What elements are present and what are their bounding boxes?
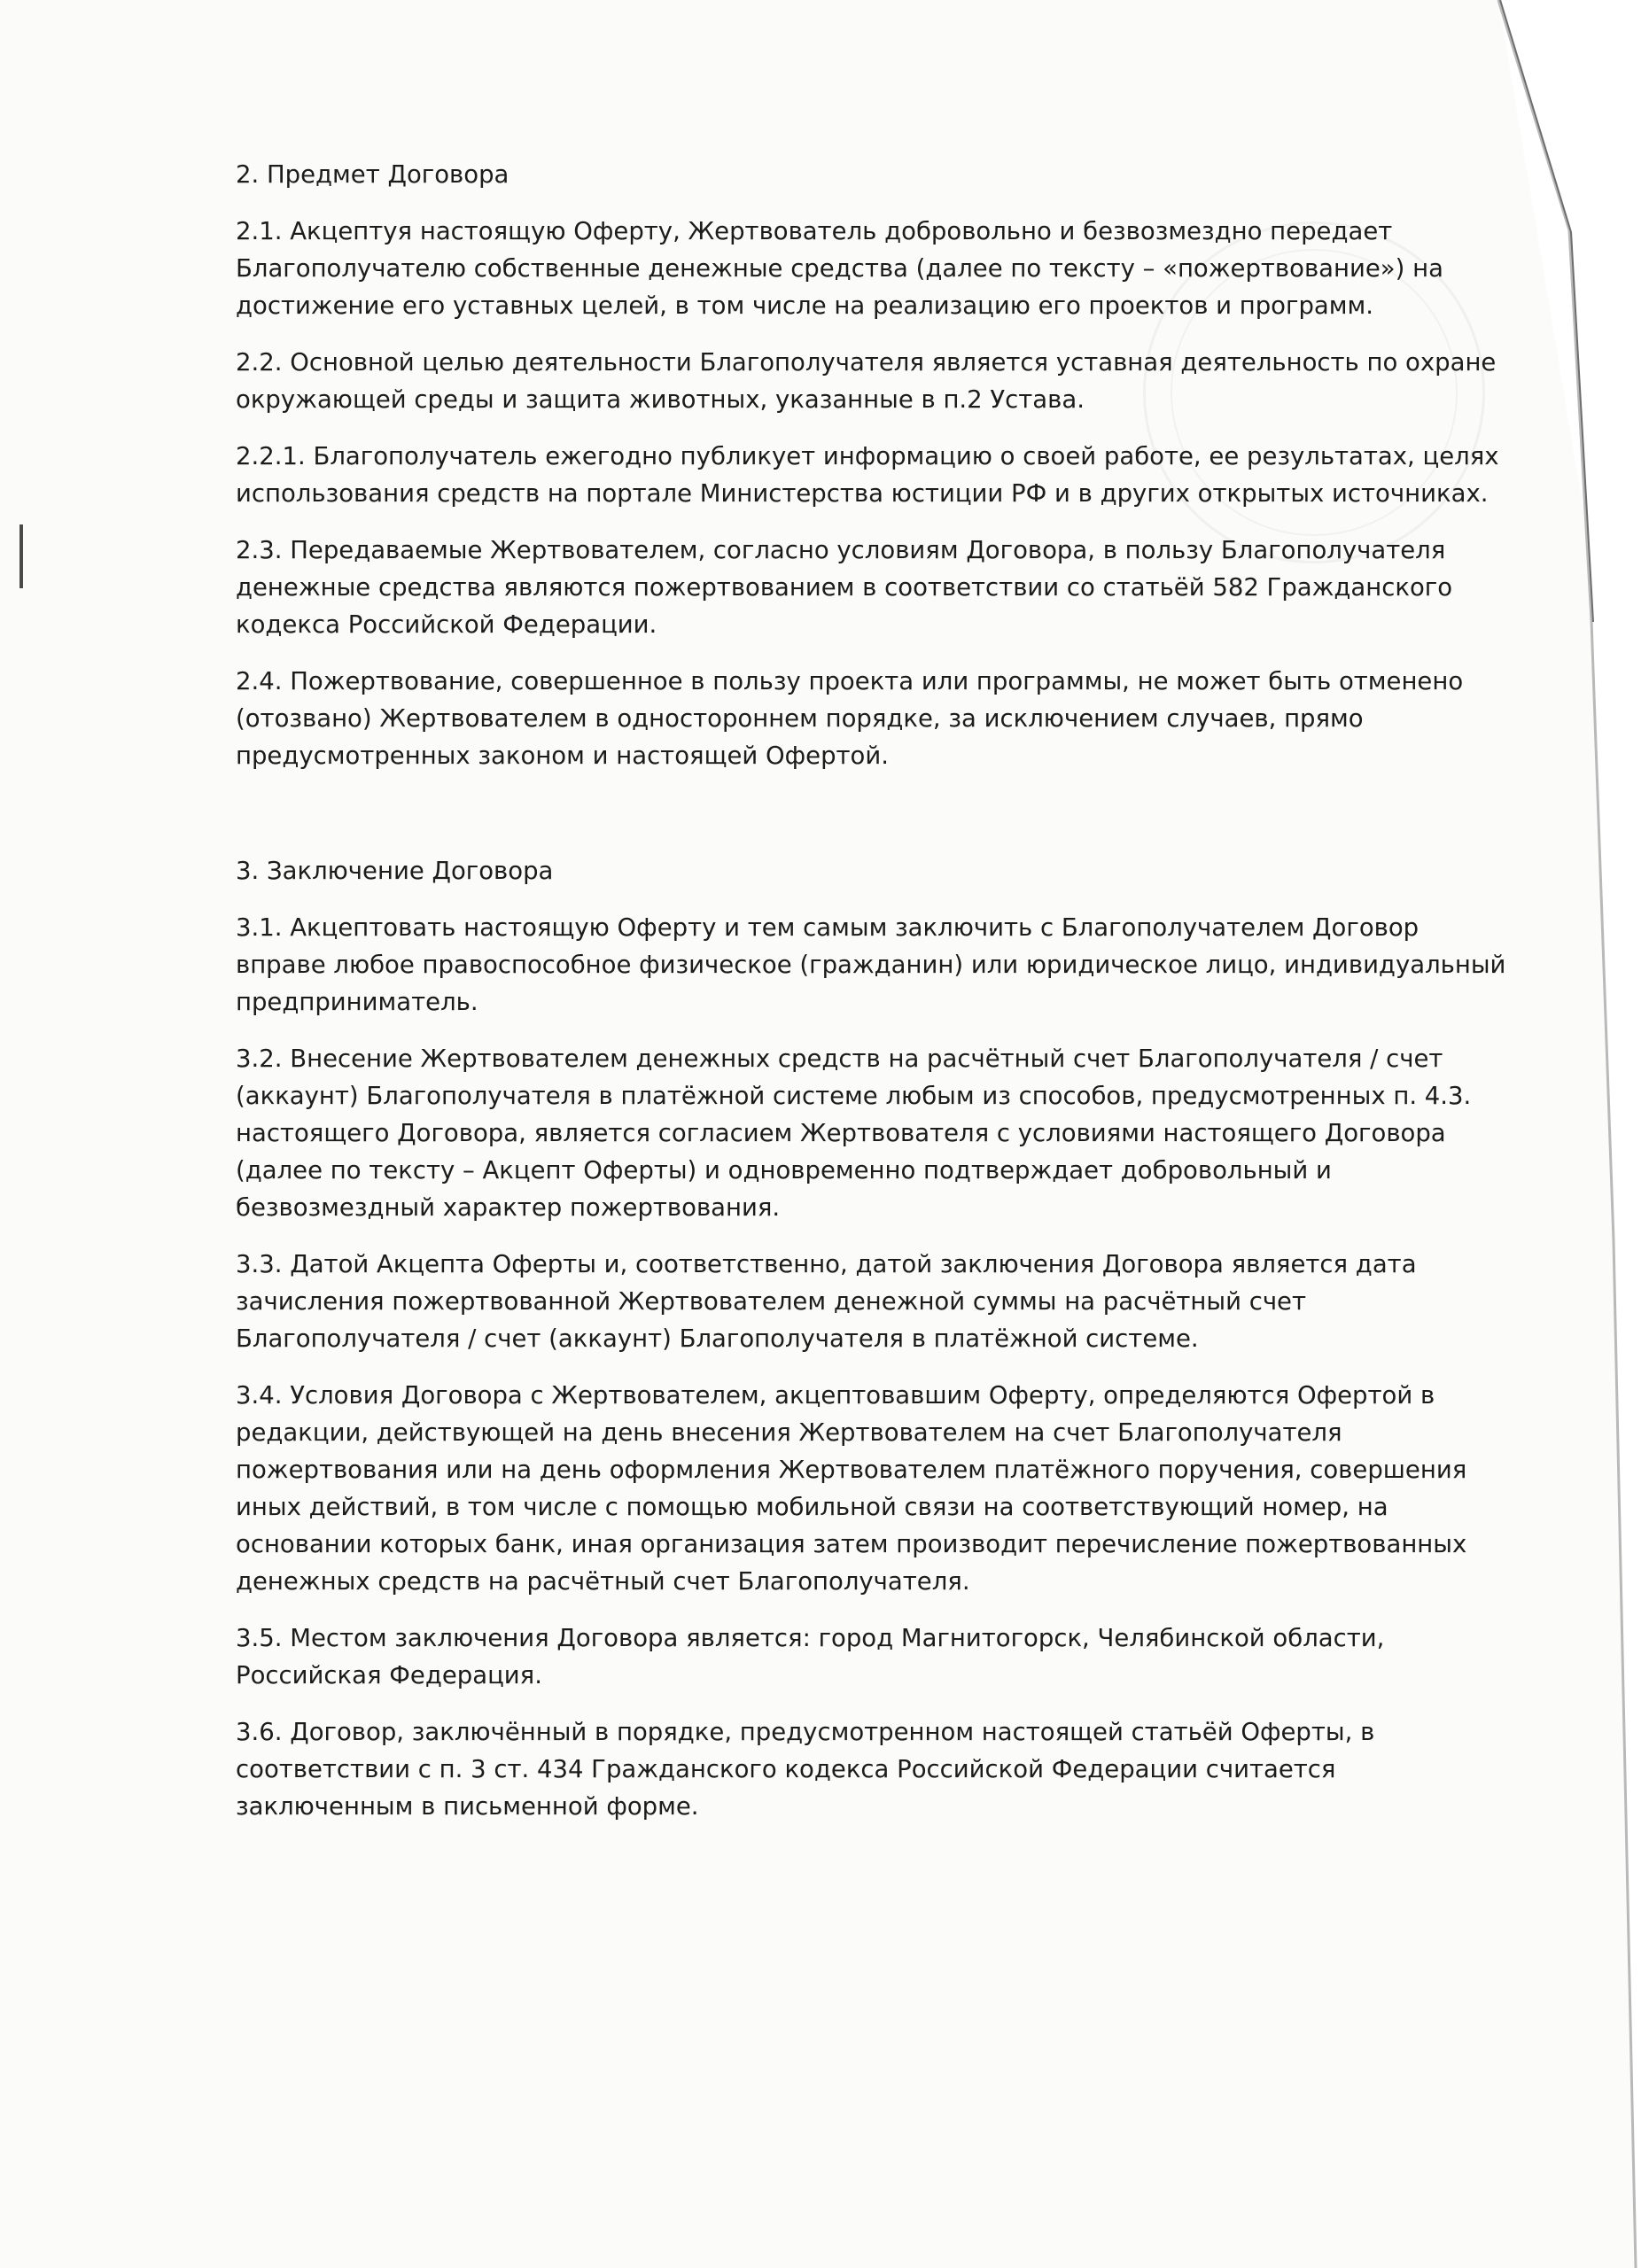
section-title: 3. Заключение Договора: [236, 857, 554, 885]
paragraph-2-2-1: 2.2.1. Благополучатель ежегодно публикует информацию о своей работе, ее результатах, целях использования средств на портале Министерства юстиции РФ и в других открытых источниках.: [236, 442, 1499, 508]
paragraph-3-3: 3.3. Датой Акцепта Оферты и, соответственно, датой заключения Договора является дата зачисления пожертвованной Жертвователем денежной суммы на расчётный счет Благополучателя / счет (аккаунт) Благополучателя в платёжной системе.: [236, 1250, 1417, 1353]
paragraph-3-6: 3.6. Договор, заключённый в порядке, предусмотренном настоящей статьёй Оферты, в соответствии с п. 3 ст. 434 Гражданского кодекса Российской Федерации считается заключенным в письменной форме.: [236, 1718, 1375, 1821]
section-gap: [236, 794, 1512, 852]
paragraph-3-1: 3.1. Акцептовать настоящую Оферту и тем самым заключить с Благополучателем Договор вправе любое правоспособное физическое (гражданин) или юридическое лицо, индивидуальный предприниматель.: [236, 913, 1506, 1016]
section-3: [236, 852, 1512, 1825]
section-2: [236, 156, 1512, 774]
paragraph-2-3: 2.3. Передаваемые Жертвователем, согласно условиям Договора, в пользу Благополучателя денежные средства являются пожертвованием в соответствии со статьёй 582 Гражданского кодекса Российской Федерации.: [236, 536, 1453, 639]
paragraph-3-2: 3.2. Внесение Жертвователем денежных средств на расчётный счет Благополучателя / счет (аккаунт) Благополучателя в платёжной системе любым из способов, предусмотренных п. 4.3. настоящего Договора, является согласием Жертвователя с условиями настоящего Договора (далее по тексту – Акцепт Оферты) и одновременно подтверждает добровольный и безвозмездный характер пожертвования.: [236, 1045, 1472, 1222]
scan-margin-mark: [19, 524, 23, 588]
paragraph-3-4: 3.4. Условия Договора с Жертвователем, акцептовавшим Оферту, определяются Офертой в редакции, действующей на день внесения Жертвователем на счет Благополучателя пожертвования или на день оформления Жертвователем платёжного поручения, совершения иных действий, в том числе с помощью мобильной связи на соответствующий номер, на основании которых банк, иная организация затем производит перечисление пожертвованных денежных средств на расчётный счет Благополучателя.: [236, 1381, 1467, 1596]
paragraph-2-4: 2.4. Пожертвование, совершенное в пользу проекта или программы, не может быть отменено (отозвано) Жертвователем в одностороннем порядке, за исключением случаев, прямо предусмотренных законом и настоящей Офертой.: [236, 667, 1464, 770]
paragraph-2-1: 2.1. Акцептуя настоящую Оферту, Жертвователь добровольно и безвозмездно передает Благополучателю собственные денежные средства (далее по тексту – «пожертвование») на достижение его уставных целей, в том числе на реализацию его проектов и программ.: [236, 217, 1443, 320]
document-body: [236, 156, 1512, 1845]
paragraph-3-5: 3.5. Местом заключения Договора является: город Магнитогорск, Челябинской области, Российская Федерация.: [236, 1624, 1385, 1689]
paragraph-2-2: 2.2. Основной целью деятельности Благополучателя является уставная деятельность по охране окружающей среды и защита животных, указанные в п.2 Устава.: [236, 348, 1497, 414]
section-title: 2. Предмет Договора: [236, 160, 509, 189]
